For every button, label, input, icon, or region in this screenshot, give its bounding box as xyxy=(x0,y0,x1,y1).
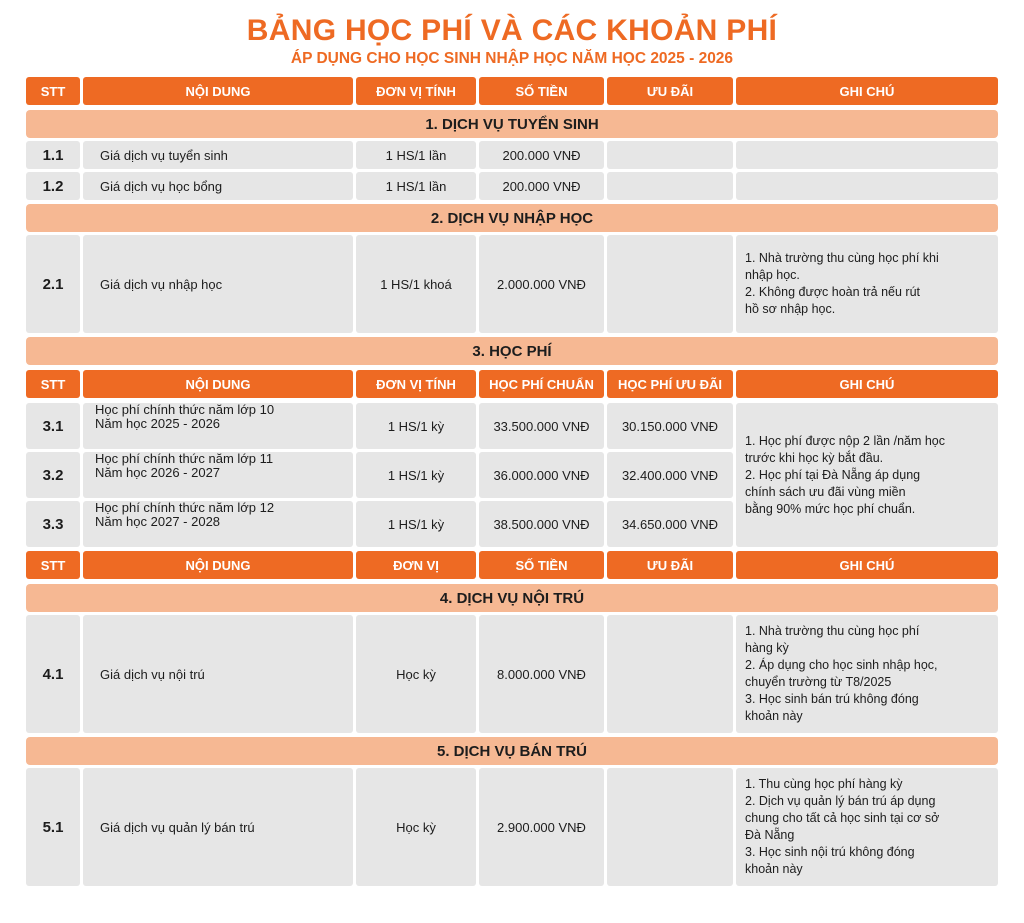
row-1-1-notes xyxy=(736,141,998,169)
note-line: khoản này xyxy=(745,709,803,723)
row-4-1-stt: 4.1 xyxy=(26,615,80,733)
note-line: 3. Học sinh bán trú không đóng xyxy=(745,692,919,706)
row-2-1-discount xyxy=(607,235,733,333)
header2-notes: GHI CHÚ xyxy=(736,370,998,398)
header-unit: ĐƠN VỊ TÍNH xyxy=(356,77,476,105)
header2-standard-fee: HỌC PHÍ CHUẨN xyxy=(479,370,604,398)
row-3-2-standard-fee: 36.000.000 VNĐ xyxy=(479,452,604,498)
row-2-1-unit: 1 HS/1 khoá xyxy=(356,235,476,333)
row-1-2-content: Giá dịch vụ học bổng xyxy=(83,172,353,200)
header3-amount: SỐ TIỀN xyxy=(479,551,604,579)
header2-stt: STT xyxy=(26,370,80,398)
note-line: Đà Nẵng xyxy=(745,828,795,842)
note-line: 2. Học phí tại Đà Nẵng áp dụng xyxy=(745,467,921,482)
row-3-3-unit: 1 HS/1 kỳ xyxy=(356,501,476,547)
note-line: chuyển trường từ T8/2025 xyxy=(745,675,892,689)
row-3-1-stt: 3.1 xyxy=(26,403,80,449)
header3-stt: STT xyxy=(26,551,80,579)
note-line: bằng 90% mức học phí chuẩn. xyxy=(745,501,916,516)
row-2-1-content: Giá dịch vụ nhập học xyxy=(83,235,353,333)
row-5-1-notes xyxy=(736,768,998,886)
row-1-1-content: Giá dịch vụ tuyển sinh xyxy=(83,141,353,169)
header3-content: NỘI DUNG xyxy=(83,551,353,579)
row-3-2-unit: 1 HS/1 kỳ xyxy=(356,452,476,498)
header-stt: STT xyxy=(26,77,80,105)
note-line: chung cho tất cả học sinh tại cơ sở xyxy=(745,811,940,825)
row-3-1-standard-fee: 33.500.000 VNĐ xyxy=(479,403,604,449)
header2-content: NỘI DUNG xyxy=(83,370,353,398)
note-line: 2. Áp dụng cho học sinh nhập học, xyxy=(745,658,938,672)
content-line-1: Học phí chính thức năm lớp 10 xyxy=(95,402,275,417)
row-5-1-amount: 2.900.000 VNĐ xyxy=(479,768,604,886)
note-line: hàng kỳ xyxy=(745,641,789,655)
header-amount: SỐ TIỀN xyxy=(479,77,604,105)
content-line-2: Năm học 2026 - 2027 xyxy=(95,465,221,480)
header3-notes: GHI CHÚ xyxy=(736,551,998,579)
row-3-2-stt: 3.2 xyxy=(26,452,80,498)
header-notes: GHI CHÚ xyxy=(736,77,998,105)
row-3-3-content xyxy=(83,501,353,547)
note-line: 3. Học sinh nội trú không đóng xyxy=(745,845,915,859)
header-discount: ƯU ĐÃI xyxy=(607,77,733,105)
row-5-1-content: Giá dịch vụ quản lý bán trú xyxy=(83,768,353,886)
row-1-2-unit: 1 HS/1 lần xyxy=(356,172,476,200)
row-1-1-unit: 1 HS/1 lần xyxy=(356,141,476,169)
row-4-1-content: Giá dịch vụ nội trú xyxy=(83,615,353,733)
note-line: hồ sơ nhập học. xyxy=(745,302,836,316)
row-4-1-notes xyxy=(736,615,998,733)
content-line-2: Năm học 2027 - 2028 xyxy=(95,514,221,529)
header2-unit: ĐƠN VỊ TÍNH xyxy=(356,370,476,398)
row-4-1-discount xyxy=(607,615,733,733)
page-title: BẢNG HỌC PHÍ VÀ CÁC KHOẢN PHÍ xyxy=(246,14,778,47)
header-content: NỘI DUNG xyxy=(83,77,353,105)
content-line-1: Học phí chính thức năm lớp 12 xyxy=(95,500,275,515)
section-3-title: 3. HỌC PHÍ xyxy=(26,337,998,365)
row-2-1-notes xyxy=(736,235,998,333)
row-1-1-amount: 200.000 VNĐ xyxy=(479,141,604,169)
header3-unit: ĐƠN VỊ xyxy=(356,551,476,579)
note-line: 1. Thu cùng học phí hàng kỳ xyxy=(745,777,903,791)
row-3-3-stt: 3.3 xyxy=(26,501,80,547)
row-1-2-amount: 200.000 VNĐ xyxy=(479,172,604,200)
row-3-1-discount-fee: 30.150.000 VNĐ xyxy=(607,403,733,449)
row-1-2-stt: 1.2 xyxy=(26,172,80,200)
row-3-3-standard-fee: 38.500.000 VNĐ xyxy=(479,501,604,547)
note-line: chính sách ưu đãi vùng miền xyxy=(745,484,906,499)
row-4-1-unit: Học kỳ xyxy=(356,615,476,733)
header3-discount: ƯU ĐÃI xyxy=(607,551,733,579)
row-5-1-unit: Học kỳ xyxy=(356,768,476,886)
note-line: trước khi học kỳ bắt đầu. xyxy=(745,450,884,465)
row-5-1-stt: 5.1 xyxy=(26,768,80,886)
section-2-title: 2. DỊCH VỤ NHẬP HỌC xyxy=(26,204,998,232)
row-1-2-notes xyxy=(736,172,998,200)
note-line: 1. Học phí được nộp 2 lần /năm học xyxy=(745,433,946,448)
section-4-title: 4. DỊCH VỤ NỘI TRÚ xyxy=(26,584,998,612)
note-line: 2. Không được hoàn trả nếu rút xyxy=(745,285,921,299)
content-line-1: Học phí chính thức năm lớp 11 xyxy=(95,451,274,466)
content-line-2: Năm học 2025 - 2026 xyxy=(95,416,221,431)
row-2-1-stt: 2.1 xyxy=(26,235,80,333)
row-3-1-content xyxy=(83,403,353,449)
section-1-title: 1. DỊCH VỤ TUYỂN SINH xyxy=(26,110,998,138)
note-line: nhập học. xyxy=(745,268,800,282)
note-line: 1. Nhà trường thu cùng học phí khi xyxy=(745,251,939,265)
note-line: 2. Dịch vụ quản lý bán trú áp dụng xyxy=(745,794,936,808)
row-1-1-discount xyxy=(607,141,733,169)
row-1-1-stt: 1.1 xyxy=(26,141,80,169)
row-3-2-discount-fee: 32.400.000 VNĐ xyxy=(607,452,733,498)
row-4-1-amount: 8.000.000 VNĐ xyxy=(479,615,604,733)
row-2-1-amount: 2.000.000 VNĐ xyxy=(479,235,604,333)
page-subtitle: ÁP DỤNG CHO HỌC SINH NHẬP HỌC NĂM HỌC 2025 - 2026 xyxy=(290,50,734,67)
header2-discount-fee: HỌC PHÍ ƯU ĐÃI xyxy=(607,370,733,398)
row-3-1-unit: 1 HS/1 kỳ xyxy=(356,403,476,449)
note-line: khoản này xyxy=(745,862,803,876)
row-1-2-discount xyxy=(607,172,733,200)
row-3-3-discount-fee: 34.650.000 VNĐ xyxy=(607,501,733,547)
row-3-2-content xyxy=(83,452,353,498)
section-3-notes xyxy=(736,403,998,547)
note-line: 1. Nhà trường thu cùng học phí xyxy=(745,624,920,638)
row-5-1-discount xyxy=(607,768,733,886)
section-5-title: 5. DỊCH VỤ BÁN TRÚ xyxy=(26,737,998,765)
